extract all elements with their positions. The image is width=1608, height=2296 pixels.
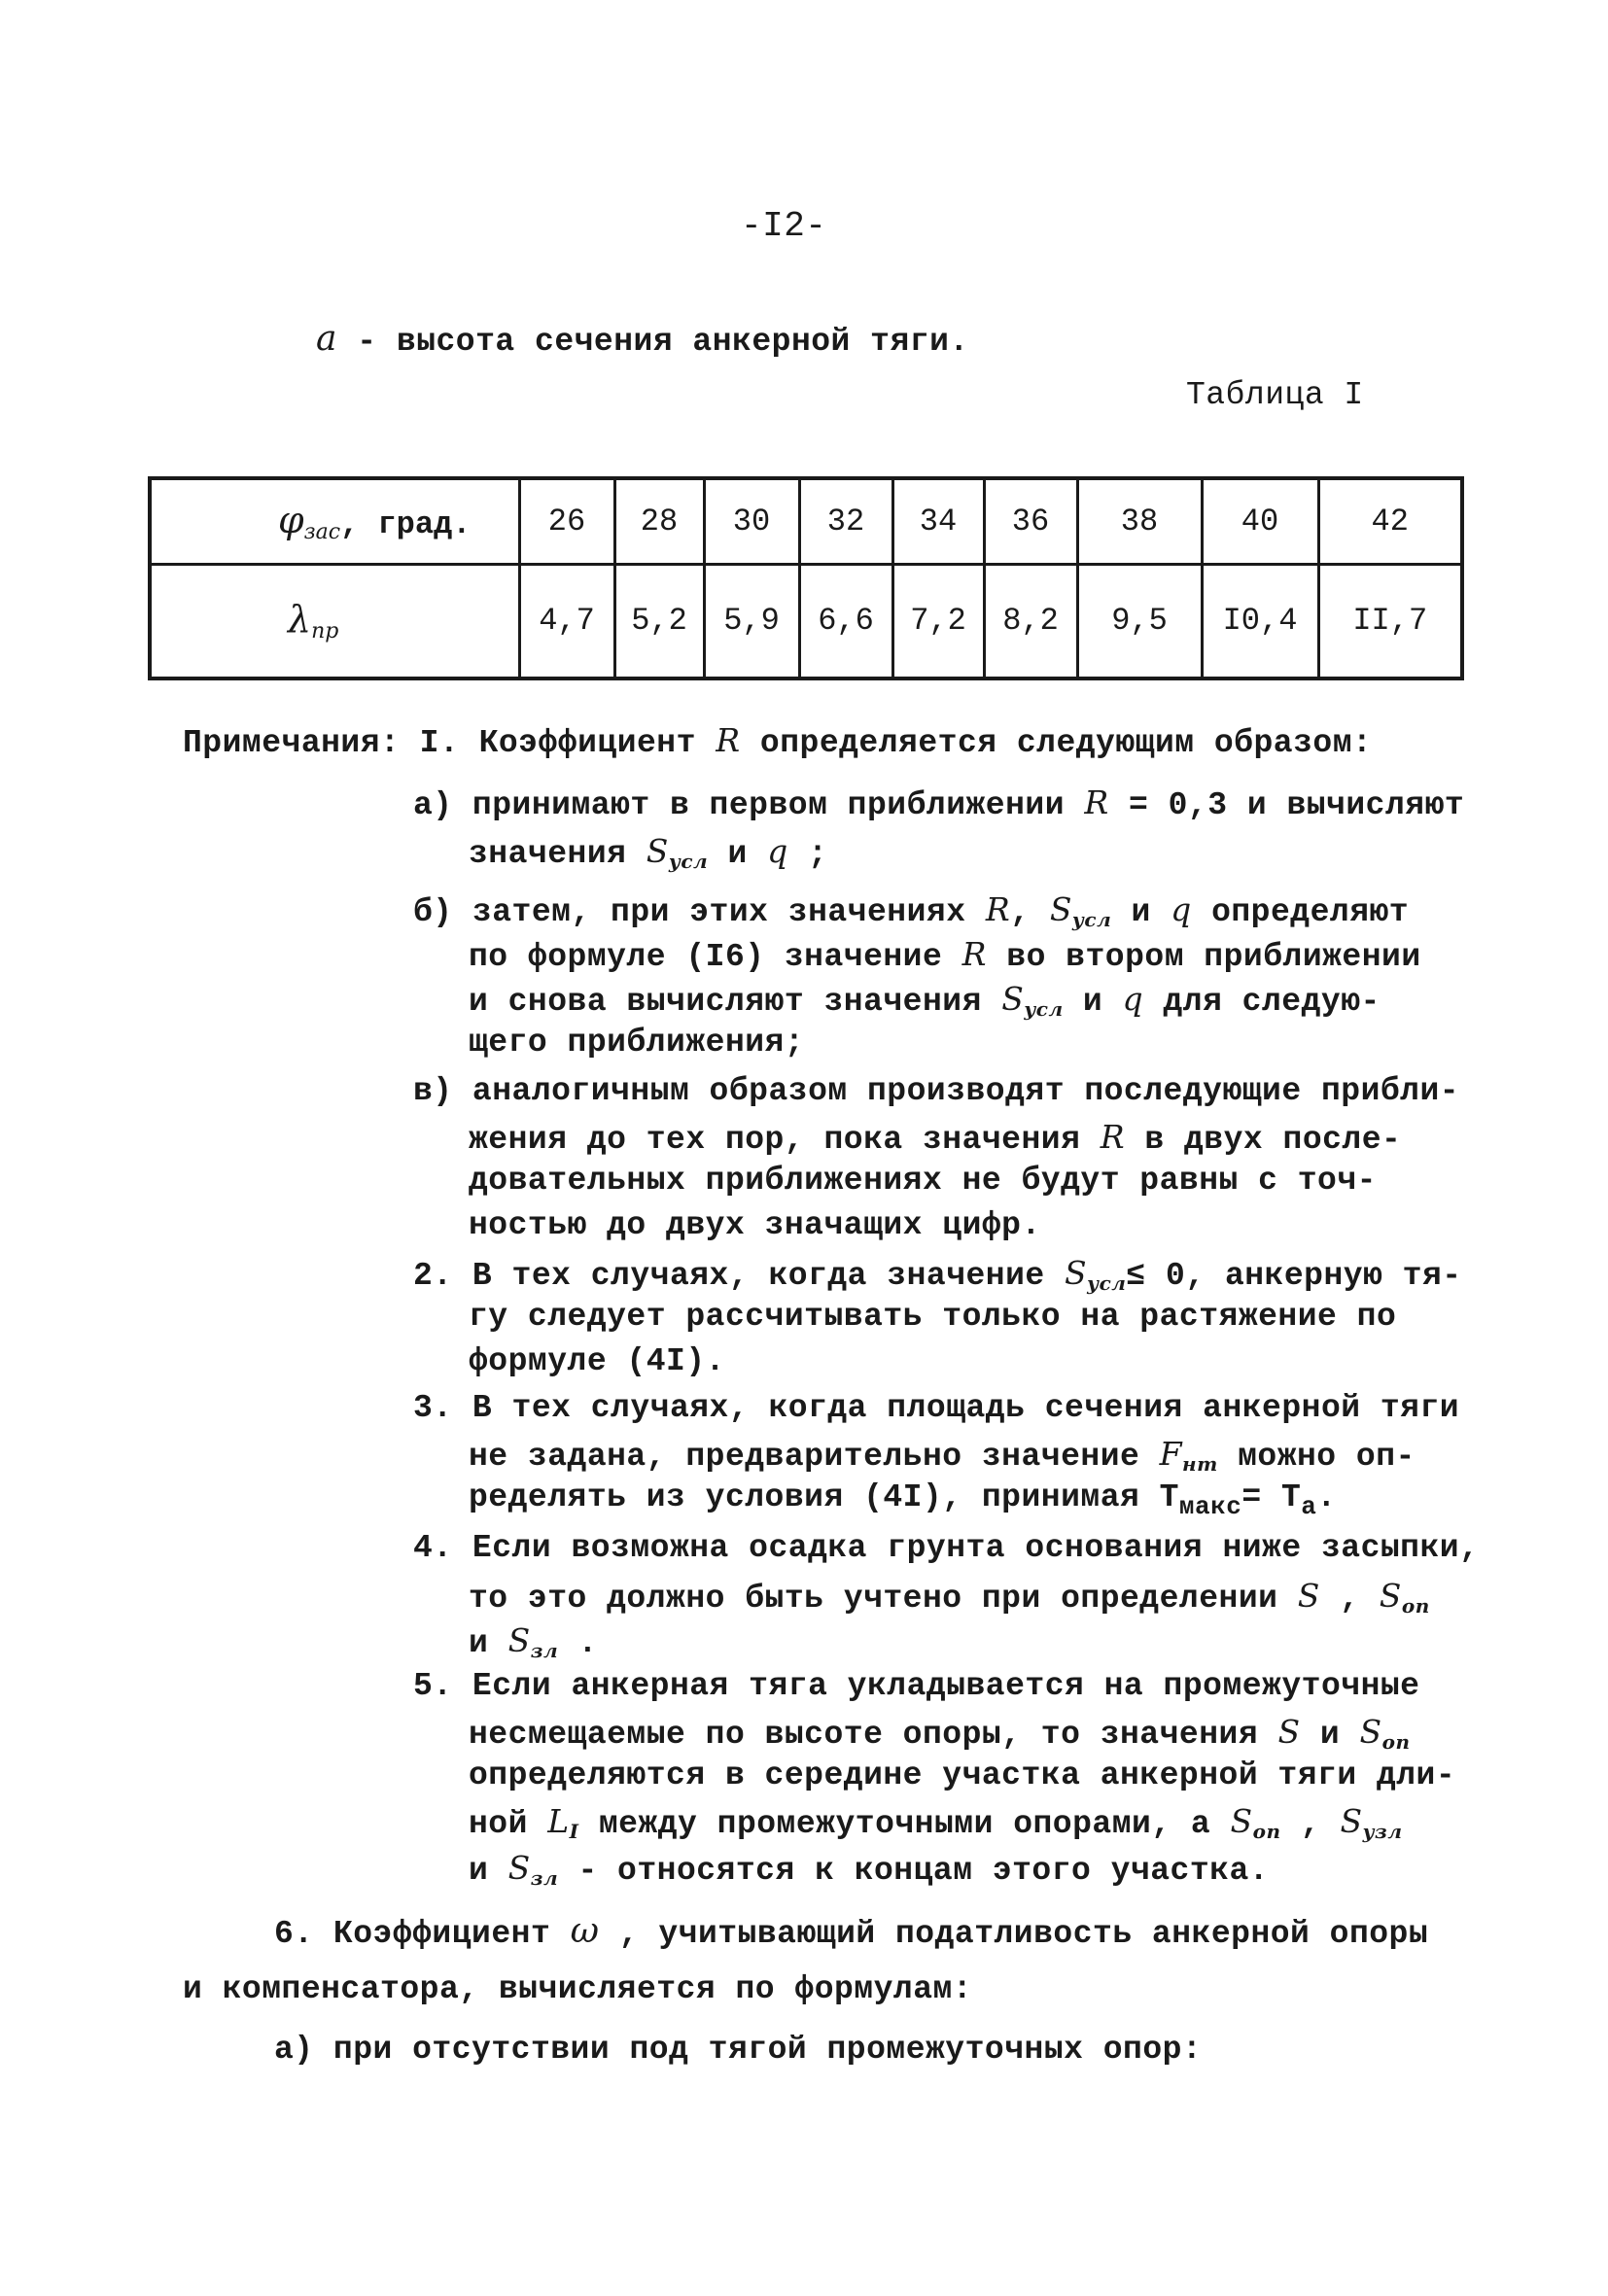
text: и — [1131, 894, 1151, 930]
text: то это должно быть учтено при определении — [469, 1581, 1278, 1617]
q-symbol: q — [767, 832, 788, 870]
r-symbol: R — [985, 890, 1011, 928]
section-6-line-3: а) при отсутствии под тягой промежуточных опор: — [274, 2032, 1203, 2068]
note-1-text: Коэффициент — [478, 725, 696, 761]
table-cell: 34 — [892, 478, 984, 564]
note-1b-line-3 — [469, 980, 1381, 1021]
note-1b-line-2 — [469, 935, 1421, 975]
table-cell: 36 — [984, 478, 1077, 564]
s-symbol: S — [1230, 1802, 1253, 1840]
data-table — [148, 476, 1464, 680]
note-number: 3. — [413, 1390, 453, 1426]
text: можно оп- — [1238, 1439, 1416, 1475]
intro-text: - высота сечения анкерной тяги. — [357, 324, 969, 360]
text: ной — [469, 1806, 528, 1842]
f-symbol: F — [1159, 1435, 1183, 1473]
note-number: 4. — [413, 1530, 453, 1566]
l-symbol: L — [547, 1802, 570, 1840]
table-cell: 7,2 — [892, 564, 984, 678]
lambda-symbol: λ — [288, 598, 312, 642]
text: . — [1316, 1479, 1337, 1515]
text: и — [1082, 984, 1103, 1020]
note-5-line-5 — [469, 1849, 1269, 1890]
table-cell: 8,2 — [984, 564, 1077, 678]
note-5-line-4 — [469, 1802, 1402, 1843]
notes-heading-line — [183, 721, 1372, 761]
text: несмещаемые по высоте опоры, то значения — [469, 1717, 1259, 1753]
text: = 0,3 и вычисляют — [1129, 787, 1465, 823]
s-symbol: S — [1277, 1713, 1301, 1751]
text: ≤ 0, анкерную тя- — [1126, 1258, 1462, 1294]
text: и — [1319, 1717, 1341, 1753]
table-caption: Таблица I — [1186, 377, 1364, 413]
text: значения — [469, 836, 627, 872]
note-1a-line-2 — [469, 832, 827, 873]
text: аналогичным образом производят последующие прибли- — [472, 1073, 1460, 1109]
note-4-line-3 — [469, 1621, 598, 1662]
q-symbol: q — [1171, 890, 1192, 928]
text: и — [727, 836, 748, 872]
phi-unit: , град. — [340, 505, 472, 542]
table-row-lambda — [150, 564, 1462, 678]
s-symbol: S — [1359, 1713, 1382, 1751]
text: , учитывающий податливость анкерной опоры — [618, 1916, 1429, 1952]
subscript: оп — [1252, 1820, 1281, 1843]
text: В тех случаях, когда значение — [472, 1258, 1045, 1294]
note-1-number: I. — [419, 725, 460, 761]
s-symbol: S — [1340, 1802, 1363, 1840]
table-cell: I0,4 — [1202, 564, 1318, 678]
subscript: усл — [1071, 908, 1112, 931]
text: 6. Коэффициент — [274, 1916, 551, 1952]
table-cell: 32 — [799, 478, 892, 564]
note-1a-line-1 — [413, 783, 1464, 823]
note-2-line-1 — [413, 1254, 1462, 1295]
intro-line — [316, 319, 969, 360]
note-1c-line-3: довательных приближениях не будут равны с точ- — [469, 1163, 1377, 1199]
note-1-text-b: определяется следующим образом: — [759, 725, 1373, 761]
note-2-line-2: гу следует рассчитывать только на растяжение по — [469, 1299, 1397, 1335]
r-symbol: R — [716, 721, 741, 759]
text: ; — [808, 836, 828, 872]
note-1b-line-4: щего приближения; — [469, 1025, 805, 1061]
note-1c-line-2 — [469, 1118, 1401, 1158]
notes-label: Примечания: — [183, 725, 401, 761]
table-header-lambda — [150, 564, 519, 678]
note-number: 2. — [413, 1258, 453, 1294]
text: определяют — [1211, 894, 1410, 930]
table-cell: II,7 — [1318, 564, 1462, 678]
table-cell: 4,7 — [519, 564, 614, 678]
text: и — [469, 1625, 489, 1661]
table-cell: 9,5 — [1077, 564, 1202, 678]
table-cell: 5,2 — [614, 564, 704, 678]
subscript: усл — [668, 850, 709, 873]
note-4-line-2 — [469, 1577, 1430, 1618]
text: , — [1340, 1581, 1360, 1617]
text: Если анкерная тяга укладывается на промежуточные — [472, 1668, 1420, 1704]
note-4-line-1 — [413, 1530, 1479, 1566]
subscript: усл — [1087, 1271, 1127, 1295]
subscript: I — [569, 1820, 579, 1843]
table-cell: 42 — [1318, 478, 1462, 564]
text: , — [1300, 1806, 1321, 1842]
note-1c-line-1 — [413, 1073, 1459, 1109]
text: не задана, предварительно значение — [469, 1439, 1140, 1475]
q-symbol: q — [1122, 980, 1144, 1018]
note-3-line-2 — [469, 1435, 1416, 1476]
section-6-line-2: и компенсатора, вычисляется по формулам: — [183, 1971, 973, 2007]
subscript: усл — [1024, 997, 1064, 1021]
r-symbol: R — [1100, 1118, 1126, 1156]
text: = T — [1241, 1479, 1302, 1515]
intro-symbol: a — [316, 319, 337, 359]
text: во втором приближении — [1006, 939, 1421, 975]
note-5-line-2 — [469, 1713, 1411, 1754]
s-symbol: S — [646, 832, 669, 870]
omega-symbol: ω — [570, 1911, 600, 1951]
note-marker: в) — [413, 1073, 453, 1109]
r-symbol: R — [1084, 783, 1109, 821]
subscript: макс — [1178, 1492, 1242, 1521]
s-symbol: S — [507, 1621, 531, 1659]
table-cell: 26 — [519, 478, 614, 564]
note-2-line-3: формуле (4I). — [469, 1343, 725, 1379]
r-symbol: R — [961, 935, 987, 973]
phi-subscript: зас — [303, 519, 341, 544]
note-3-line-1 — [413, 1390, 1459, 1426]
text: - относятся к концам этого участка. — [577, 1853, 1270, 1889]
text: принимают в первом приближении — [472, 787, 1066, 823]
subscript: зл — [530, 1866, 559, 1890]
subscript: оп — [1381, 1730, 1411, 1754]
s-symbol: S — [1065, 1254, 1088, 1292]
text: ределять из условия (4I), принимая T — [469, 1479, 1179, 1515]
note-3-line-3 — [469, 1479, 1337, 1521]
subscript: узл — [1362, 1820, 1403, 1843]
phi-symbol: φ — [278, 498, 304, 541]
note-1b-line-1 — [413, 890, 1409, 931]
table-row-angle — [150, 478, 1462, 564]
table-cell: 38 — [1077, 478, 1202, 564]
text: и — [469, 1853, 489, 1889]
s-symbol: S — [1379, 1577, 1402, 1615]
note-1c-line-4: ностью до двух значащих цифр. — [469, 1207, 1041, 1243]
text: для следую- — [1163, 984, 1381, 1020]
text: Если возможна осадка грунта основания ниже засыпки, — [472, 1530, 1480, 1566]
text: между промежуточными опорами, а — [598, 1806, 1211, 1842]
table-cell: 28 — [614, 478, 704, 564]
subscript: зл — [530, 1639, 559, 1662]
table-cell: 6,6 — [799, 564, 892, 678]
table-header-angle — [150, 478, 519, 564]
text: в двух после- — [1144, 1122, 1402, 1158]
section-6-line-1 — [274, 1911, 1428, 1952]
text: жения до тех пор, пока значения — [469, 1122, 1081, 1158]
text: по формуле (I6) значение — [469, 939, 943, 975]
note-marker: а) — [413, 787, 453, 823]
text: и снова вычисляют значения — [469, 984, 982, 1020]
lambda-subscript: пр — [311, 619, 339, 644]
note-number: 5. — [413, 1668, 453, 1704]
page-number: -I2- — [741, 206, 827, 246]
table-cell: 30 — [704, 478, 799, 564]
s-symbol: S — [1049, 890, 1072, 928]
subscript: оп — [1401, 1594, 1430, 1618]
subscript: а — [1301, 1492, 1317, 1521]
text: , — [1010, 894, 1031, 930]
text: В тех случаях, когда площадь сечения анкерной тяги — [472, 1390, 1460, 1426]
text: . — [577, 1625, 598, 1661]
table-cell: 5,9 — [704, 564, 799, 678]
note-marker: б) — [413, 894, 453, 930]
text: затем, при этих значениях — [472, 894, 966, 930]
note-5-line-1 — [413, 1668, 1419, 1704]
s-symbol: S — [1001, 980, 1025, 1018]
s-symbol: S — [1297, 1577, 1320, 1615]
note-5-line-3: определяются в середине участка анкерной тяги дли- — [469, 1757, 1456, 1793]
table-cell: 40 — [1202, 478, 1318, 564]
subscript: нт — [1182, 1452, 1218, 1476]
s-symbol: S — [507, 1849, 531, 1887]
